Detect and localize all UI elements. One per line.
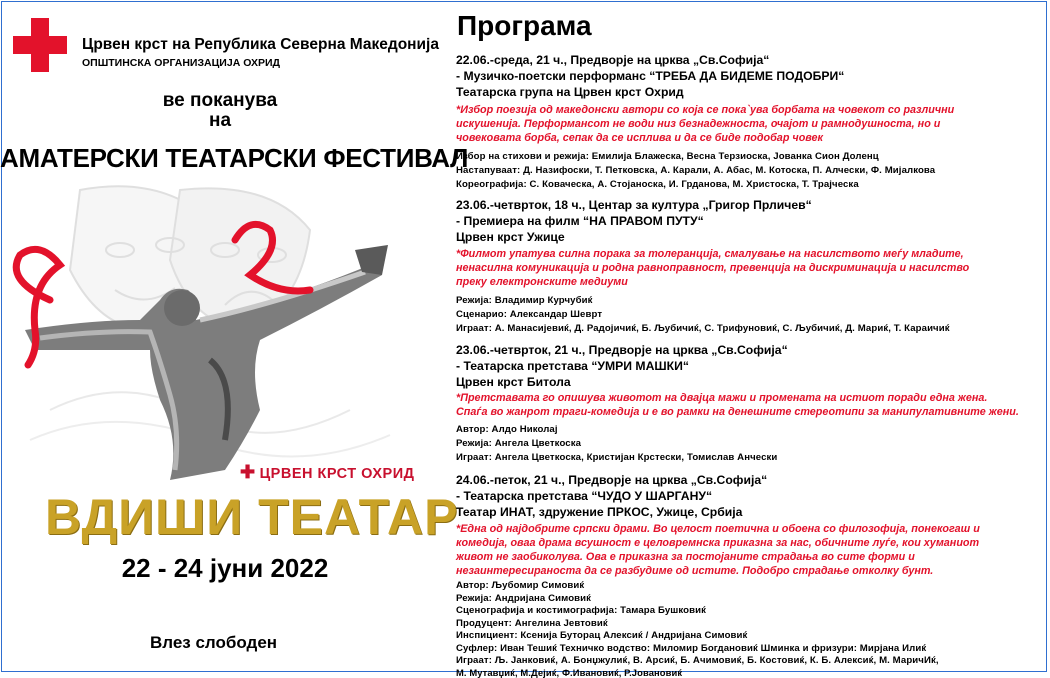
event-4-heading-2: - Театарска претстава “ЧУДО У ШАРГАНУ“ xyxy=(456,489,713,503)
event-2-heading-3: Црвен крст Ужице xyxy=(456,230,565,244)
invite-line-1: ве поканува xyxy=(162,90,278,111)
event-3-heading-3: Црвен крст Битола xyxy=(456,375,571,389)
event-3-heading-2: - Театарска претстава “УМРИ МАШКИ“ xyxy=(456,359,689,373)
event-1-credit-3: Кореографија: С. Коваческа, А. Стојаноска, И. Грданова, М. Христоска, Т. Трајческа xyxy=(456,179,859,190)
event-1-desc-1: *Избор поезија од македонски автори со која се пока`ува борбата на човекот со различни xyxy=(456,104,955,116)
invite-line-2: на xyxy=(208,110,232,131)
free-entry: Влез слободен xyxy=(150,633,278,652)
event-3-credit-3: Играат: Ангела Цветкоска, Кристијан Крстески, Томислав Анчески xyxy=(456,452,778,463)
event-4-heading-1: 24.06.-петок, 21 ч., Предворје на црква „Св.Софија“ xyxy=(456,473,768,487)
event-2-desc-2: ненасилна комуникација и родна равноправност, превенција на дискриминација и насилство xyxy=(456,262,970,274)
event-2-desc-3: преку електронските медиуми xyxy=(456,276,628,288)
red-cross-logo xyxy=(13,18,67,72)
event-4-credit-3: Сценографија и костимографија: Тамара Бушковиќ xyxy=(456,605,707,616)
festival-title: АМАТЕРСКИ ТЕАТАРСКИ ФЕСТИВАЛ xyxy=(0,143,469,173)
brand-title: ВДИШИ ТЕАТАР xyxy=(45,489,459,545)
event-1-credit-2: Настапуваат: Д. Назифоски, Т. Петковска, А. Карали, А. Абас, М. Котоска, П. Алчески, Ф. Мијалкова xyxy=(456,165,936,176)
event-3-desc-2: Спаѓа во жанрот траги-комедија и е во рамки на денешните стереотипи за манипулативните жени. xyxy=(456,406,1019,418)
event-4-credit-1: Автор: Љубомир Симовиќ xyxy=(456,580,585,591)
event-3-heading-1: 23.06.-четврток, 21 ч., Предворје на црква „Св.Софија“ xyxy=(456,343,788,357)
program-title: Програма xyxy=(457,10,592,41)
event-4-credit-7: Играат: Љ. Јанковиќ, А. Бонџжулиќ, В. Арсиќ, Б. Ачимовиќ, Б. Костовиќ, К. Б. Алексиќ, М. МаричИќ, xyxy=(456,655,939,666)
org-subtitle: ОПШТИНСКА ОРГАНИЗАЦИЈА ОХРИД xyxy=(82,57,280,69)
red-cross-ohrid-label xyxy=(240,462,414,483)
event-4-heading-3: Театар ИНАТ, здружение ПРКОС, Ужице, Србија xyxy=(456,505,743,519)
event-1-credit-1: Избор на стихови и режија: Емилија Блажеска, Весна Терзиоска, Јованка Сион Доленц xyxy=(456,151,879,162)
event-4-credit-5: Инспициент: Ксенија Буторац Алексиќ / Андријана Симовиќ xyxy=(456,630,748,641)
event-3-credit-2: Режија: Ангела Цветкоска xyxy=(456,438,582,449)
org-name: Црвен крст на Република Северна Македонија xyxy=(82,36,439,53)
event-3-desc-1: *Претставата го опишува животот на двајца мажи и промената на истиот поради една жена. xyxy=(456,392,988,404)
event-2-desc-1: *Филмот упатува силна порака за толеранција, смалување на насилството меѓу младите, xyxy=(456,248,964,260)
event-1-heading-1: 22.06.-среда, 21 ч., Предворје на црква „Св.Софија“ xyxy=(456,53,770,67)
event-4-credit-8: М. Мутавџиќ, М.Дејиќ, Ф.Ивановиќ, Р.Јовановиќ xyxy=(456,667,683,678)
event-1-heading-3: Театарска група на Црвен крст Охрид xyxy=(456,85,684,99)
event-4-desc-2: комедија, оваа драма всушност е целовремнска приказна за нас, обичните луѓе, кои хуманиот xyxy=(456,537,980,549)
red-cross-icon: ✚ xyxy=(240,462,256,482)
event-4-credit-2: Режија: Андријана Симовиќ xyxy=(456,592,592,604)
event-4-desc-1: *Една од најдобрите српски драми. Во целост поетична и обоена со филозофија, понекогаш и xyxy=(456,523,980,535)
event-4-credit-4: Продуцент: Ангелина Јевтовиќ xyxy=(456,617,608,629)
red-cross-ohrid-text: ЦРВЕН КРСТ ОХРИД xyxy=(259,466,415,482)
festival-dates: 22 - 24 јуни 2022 xyxy=(121,553,329,583)
event-4-credit-6: Суфлер: Иван Тешиќ Техничко водство: Миломир Богдановиќ Шминка и фризури: Мирјана Илиќ xyxy=(456,642,927,654)
event-2-heading-2: - Премиера на филм “НА ПРАВОМ ПУТУ“ xyxy=(456,214,704,228)
event-1-desc-3: човековата борба, сепак да се исплива и да се биде подобар човек xyxy=(456,132,824,144)
event-2-credit-1: Режија: Владимир Курчубиќ xyxy=(456,295,593,306)
event-3-credit-1: Автор: Алдо Николај xyxy=(456,424,558,435)
dancer-illustration xyxy=(10,180,430,480)
event-2-heading-1: 23.06.-четврток, 18 ч., Центар за култура „Григор Прличев“ xyxy=(456,198,812,212)
event-1-desc-2: искушенија. Перформансот не води низ безнадежноста, очајот и рамнодушноста, но и xyxy=(456,118,941,130)
event-2-credit-3: Играат: А. Манасијевиќ, Д. Радојичиќ, Б. Љубичиќ, С. Трифуновиќ, С. Љубичиќ, Д. Мариќ, Т. Караичиќ xyxy=(456,323,950,334)
event-2-credit-2: Сценарио: Александар Шеврт xyxy=(456,309,603,320)
event-4-desc-4: незаинтересираноста да се разбудиме од истите. Подобро страдање отколку бунт. xyxy=(456,565,934,577)
event-1-heading-2: - Музичко-поетски перформанс “ТРЕБА ДА БИДЕМЕ ПОДОБРИ“ xyxy=(456,69,845,83)
event-4-desc-3: живот не заобиколува. Ова е приказна за постојаните страдања во сите форми и xyxy=(456,551,915,563)
